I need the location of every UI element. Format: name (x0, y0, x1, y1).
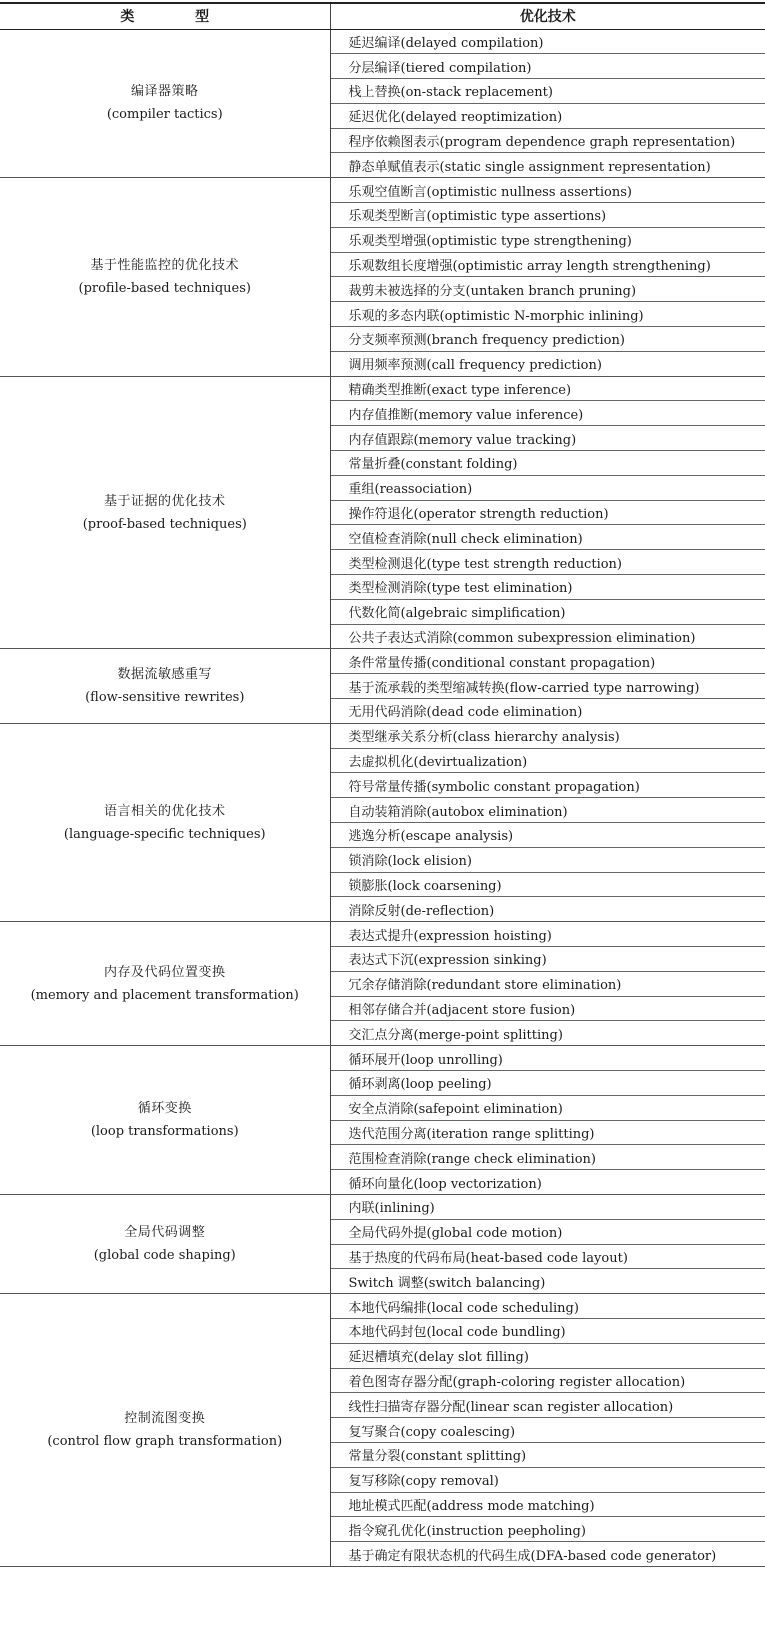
technique-cell: 表达式提升(expression hoisting) (330, 922, 765, 947)
technique-cell: 乐观的多态内联(optimistic N-morphic inlining) (330, 302, 765, 327)
category-name-en: (language-specific techniques) (63, 826, 266, 842)
category-name-en: (loop transformations) (90, 1124, 239, 1140)
table-row (0, 1046, 765, 1071)
category-cell (0, 922, 330, 1046)
category-cell (0, 376, 330, 649)
technique-cell: 类型检测消除(type test elimination) (330, 575, 765, 600)
technique-cell: 去虚拟机化(devirtualization) (330, 748, 765, 773)
technique-cell: 类型继承关系分析(class hierarchy analysis) (330, 723, 765, 748)
technique-cell: 重组(reassociation) (330, 475, 765, 500)
category-cell (0, 723, 330, 921)
technique-cell: 常量分裂(constant splitting) (330, 1442, 765, 1467)
technique-cell: 消除反射(de-reflection) (330, 897, 765, 922)
table-header (0, 3, 765, 29)
technique-cell: 静态单赋值表示(static single assignment representation) (330, 153, 765, 178)
technique-cell: 空值检查消除(null check elimination) (330, 525, 765, 550)
category-cell (0, 1194, 330, 1293)
technique-column-header: 优化技术 (330, 3, 765, 29)
category-name-en: (global code shaping) (93, 1248, 236, 1264)
category-name-zh: 内存及代码位置变换 (103, 964, 226, 980)
category-name-en: (proof-based techniques) (82, 516, 247, 532)
technique-cell: 乐观空值断言(optimistic nullness assertions) (330, 178, 765, 203)
technique-cell: 循环展开(loop unrolling) (330, 1046, 765, 1071)
technique-cell: Switch 调整(switch balancing) (330, 1269, 765, 1294)
technique-cell: 条件常量传播(conditional constant propagation) (330, 649, 765, 674)
technique-cell: 延迟槽填充(delay slot filling) (330, 1343, 765, 1368)
optimization-techniques-table (0, 2, 765, 1567)
table-row (0, 649, 765, 674)
technique-cell: 本地代码编排(local code scheduling) (330, 1294, 765, 1319)
technique-cell: 类型检测退化(type test strength reduction) (330, 550, 765, 575)
technique-cell: 内存值推断(memory value inference) (330, 401, 765, 426)
technique-cell: 基于流承载的类型缩减转换(flow-carried type narrowing) (330, 674, 765, 699)
technique-cell: 锁膨胀(lock coarsening) (330, 872, 765, 897)
category-name-en: (memory and placement transformation) (30, 987, 299, 1003)
category-cell (0, 1046, 330, 1195)
technique-cell: 分支频率预测(branch frequency prediction) (330, 327, 765, 352)
technique-cell: 乐观类型增强(optimistic type strengthening) (330, 227, 765, 252)
technique-cell: 逃逸分析(escape analysis) (330, 823, 765, 848)
category-cell (0, 1294, 330, 1567)
category-name-zh: 循环变换 (137, 1101, 192, 1117)
technique-cell: 基于确定有限状态机的代码生成(DFA-based code generator) (330, 1542, 765, 1567)
technique-cell: 安全点消除(safepoint elimination) (330, 1095, 765, 1120)
category-name-en: (flow-sensitive rewrites) (85, 690, 245, 706)
technique-cell: 复写聚合(copy coalescing) (330, 1418, 765, 1443)
technique-cell: 公共子表达式消除(common subexpression elimination) (330, 624, 765, 649)
technique-cell: 内存值跟踪(memory value tracking) (330, 426, 765, 451)
technique-cell: 符号常量传播(symbolic constant propagation) (330, 773, 765, 798)
technique-cell: 精确类型推断(exact type inference) (330, 376, 765, 401)
category-name-en: (control flow graph transformation) (47, 1434, 283, 1450)
category-name-zh: 数据流敏感重写 (117, 667, 212, 683)
technique-cell: 相邻存储合并(adjacent store fusion) (330, 996, 765, 1021)
technique-cell: 内联(inlining) (330, 1194, 765, 1219)
technique-cell: 地址模式匹配(address mode matching) (330, 1492, 765, 1517)
technique-cell: 冗余存储消除(redundant store elimination) (330, 971, 765, 996)
technique-cell: 调用频率预测(call frequency prediction) (330, 351, 765, 376)
category-name-zh: 编译器策略 (130, 84, 199, 100)
technique-cell: 全局代码外提(global code motion) (330, 1219, 765, 1244)
technique-cell: 自动装箱消除(autobox elimination) (330, 798, 765, 823)
technique-cell: 操作符退化(operator strength reduction) (330, 500, 765, 525)
category-name-zh: 基于证据的优化技术 (103, 493, 226, 509)
category-name-zh: 全局代码调整 (124, 1225, 206, 1241)
technique-cell: 无用代码消除(dead code elimination) (330, 699, 765, 724)
technique-cell: 表达式下沉(expression sinking) (330, 946, 765, 971)
category-name-zh: 控制流图变换 (124, 1411, 206, 1427)
technique-cell: 复写移除(copy removal) (330, 1467, 765, 1492)
technique-cell: 范围检查消除(range check elimination) (330, 1145, 765, 1170)
table-row (0, 723, 765, 748)
technique-cell: 程序依赖图表示(program dependence graph representation) (330, 128, 765, 153)
category-name-zh: 语言相关的优化技术 (103, 803, 226, 819)
technique-cell: 指令窥孔优化(instruction peepholing) (330, 1517, 765, 1542)
technique-cell: 锁消除(lock elision) (330, 847, 765, 872)
technique-cell: 基于热度的代码布局(heat-based code layout) (330, 1244, 765, 1269)
technique-cell: 常量折叠(constant folding) (330, 451, 765, 476)
technique-cell: 循环剥离(loop peeling) (330, 1070, 765, 1095)
table-row (0, 376, 765, 401)
technique-cell: 本地代码封包(local code bundling) (330, 1318, 765, 1343)
technique-cell: 代数化简(algebraic simplification) (330, 599, 765, 624)
technique-cell: 乐观类型断言(optimistic type assertions) (330, 203, 765, 228)
header-row (0, 3, 765, 29)
technique-cell: 裁剪未被选择的分支(untaken branch pruning) (330, 277, 765, 302)
technique-cell: 延迟编译(delayed compilation) (330, 29, 765, 54)
technique-cell: 交汇点分离(merge-point splitting) (330, 1021, 765, 1046)
type-column-header: 类 型 (0, 3, 330, 29)
category-cell (0, 29, 330, 178)
category-name-en: (compiler tactics) (106, 107, 223, 123)
category-cell (0, 649, 330, 723)
table-row (0, 1194, 765, 1219)
technique-cell: 栈上替换(on-stack replacement) (330, 79, 765, 104)
technique-cell: 分层编译(tiered compilation) (330, 54, 765, 79)
technique-cell: 线性扫描寄存器分配(linear scan register allocation) (330, 1393, 765, 1418)
category-name-en: (profile-based techniques) (78, 280, 251, 296)
table-row (0, 1294, 765, 1319)
technique-cell: 着色图寄存器分配(graph-coloring register allocation) (330, 1368, 765, 1393)
technique-cell: 迭代范围分离(iteration range splitting) (330, 1120, 765, 1145)
technique-cell: 延迟优化(delayed reoptimization) (330, 103, 765, 128)
technique-cell: 乐观数组长度增强(optimistic array length strengthening) (330, 252, 765, 277)
category-name-zh: 基于性能监控的优化技术 (90, 257, 239, 273)
table-row (0, 922, 765, 947)
category-cell (0, 178, 330, 376)
table-body (0, 29, 765, 1566)
table-row (0, 29, 765, 54)
technique-cell: 循环向量化(loop vectorization) (330, 1170, 765, 1195)
table-row (0, 178, 765, 203)
